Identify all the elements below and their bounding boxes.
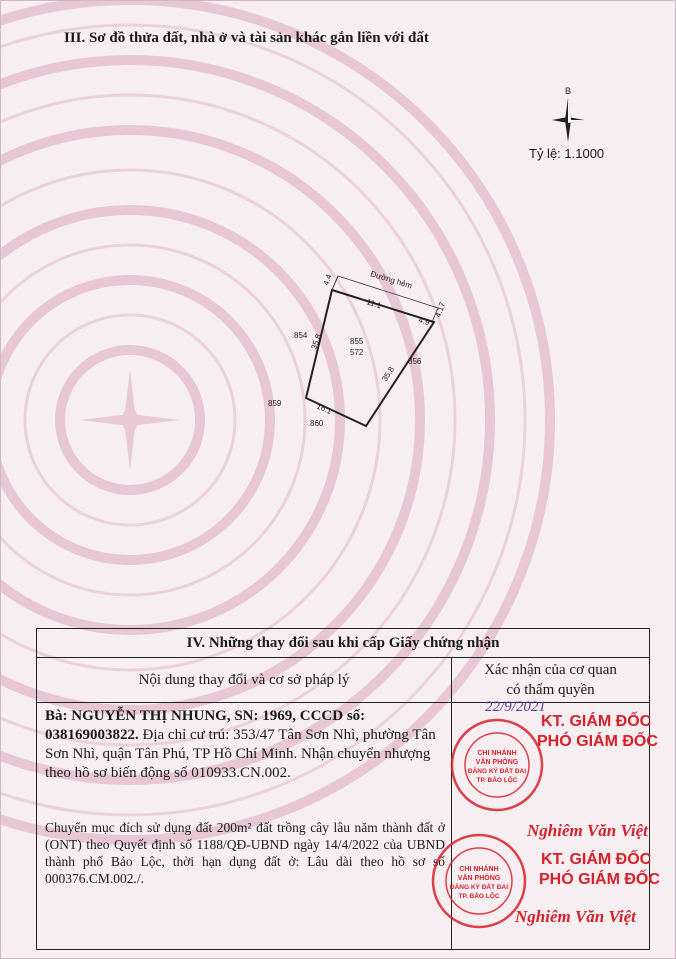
dim-bottom: 16.1 — [315, 401, 334, 417]
official-seal-1 — [449, 717, 545, 813]
confirm1-title1: KT. GIÁM ĐỐC — [541, 713, 652, 730]
dim-top-right: 4.17 — [433, 300, 448, 319]
road-label: Đường hẻm — [369, 269, 414, 291]
svg-text:VĂN PHÒNG: VĂN PHÒNG — [475, 759, 519, 766]
col-confirm-header-line1: Xác nhận của cơ quan — [484, 662, 617, 678]
neighbor-right: 856 — [408, 357, 422, 366]
col-content-header: Nội dung thay đổi và cơ sở pháp lý — [37, 658, 452, 702]
scale-label: Tỷ lệ: 1.1000 — [529, 146, 605, 161]
owner-identity: Bà: NGUYỄN THỊ NHUNG, SN: 1969, CCCD số: 038169003822. — [45, 708, 366, 743]
svg-text:TP. BẢO LỘC: TP. BẢO LỘC — [476, 777, 518, 784]
confirm1-title2: PHÓ GIÁM ĐỐC — [537, 733, 658, 750]
change-entry-owner — [45, 707, 445, 783]
compass-letter: B — [565, 86, 572, 96]
dim-top-mid: 11.1 — [365, 297, 383, 311]
svg-text:VĂN PHÒNG: VĂN PHÒNG — [457, 875, 501, 882]
confirmation-area — [449, 699, 660, 943]
svg-text:ĐĂNG KÝ ĐẤT ĐAI: ĐĂNG KÝ ĐẤT ĐAI — [449, 884, 509, 891]
section-iv-table — [36, 628, 660, 950]
owner-details: Địa chỉ cư trú: 353/47 Tân Sơn Nhì, phường Tân Sơn Nhì, quận Tân Phú, TP Hồ Chí Minh. Nhận chuyển nhượng theo hồ sơ biến động số 010933.CN.002. — [45, 727, 436, 781]
svg-text:ĐĂNG KÝ ĐẤT ĐAI: ĐĂNG KÝ ĐẤT ĐAI — [467, 768, 527, 775]
col-confirm-header — [452, 658, 649, 702]
section-iii-heading: III. Sơ đồ thửa đất, nhà ở và tài sản khác gắn liền với đất — [64, 30, 429, 46]
dim-right-side: 35.8 — [380, 365, 397, 384]
neighbor-bottom: 860 — [310, 419, 324, 428]
neighbor-left: 854 — [294, 331, 308, 340]
dim-top-left: 4.4 — [321, 273, 334, 287]
parcel-diagram — [258, 258, 448, 438]
parcel-number: 855 — [350, 337, 364, 346]
change-entry-land-use: Chuyển mục đích sử dụng đất 200m² đất trồng cây lâu năm thành đất ở (ONT) theo Quyết định số 1188/QĐ-UBND ngày 14/4/2022 của UBND thành phố Bảo Lộc, thời hạn dụng đất ở: Lâu dài theo hồ sơ số 000376.CM.002./. — [45, 820, 445, 886]
col-confirm-header-line2: có thẩm quyền — [506, 682, 595, 698]
confirm2-signer: Nghiêm Văn Việt — [515, 907, 636, 926]
confirm-date: 22/9/2021 — [485, 699, 546, 715]
dim-inner-right: 4.9 — [417, 315, 431, 328]
parcel-area: 572 — [350, 348, 364, 357]
confirm2-title1: KT. GIÁM ĐỐC — [541, 851, 652, 868]
section-iv-title: IV. Những thay đổi sau khi cấp Giấy chứng nhận — [37, 629, 649, 658]
svg-text:TP. BẢO LỘC: TP. BẢO LỘC — [458, 893, 500, 900]
confirm1-signer: Nghiêm Văn Việt — [527, 821, 648, 840]
official-seal-2 — [429, 831, 529, 931]
confirm2-title2: PHÓ GIÁM ĐỐC — [539, 871, 660, 888]
north-compass-icon — [548, 86, 588, 146]
neighbor-bottom-left: 859 — [268, 399, 282, 408]
table-header-row — [37, 658, 649, 703]
svg-text:CHI NHÁNH: CHI NHÁNH — [477, 750, 517, 757]
svg-text:CHI NHÁNH: CHI NHÁNH — [459, 866, 499, 873]
dim-left-side: 35.8 — [309, 332, 324, 351]
